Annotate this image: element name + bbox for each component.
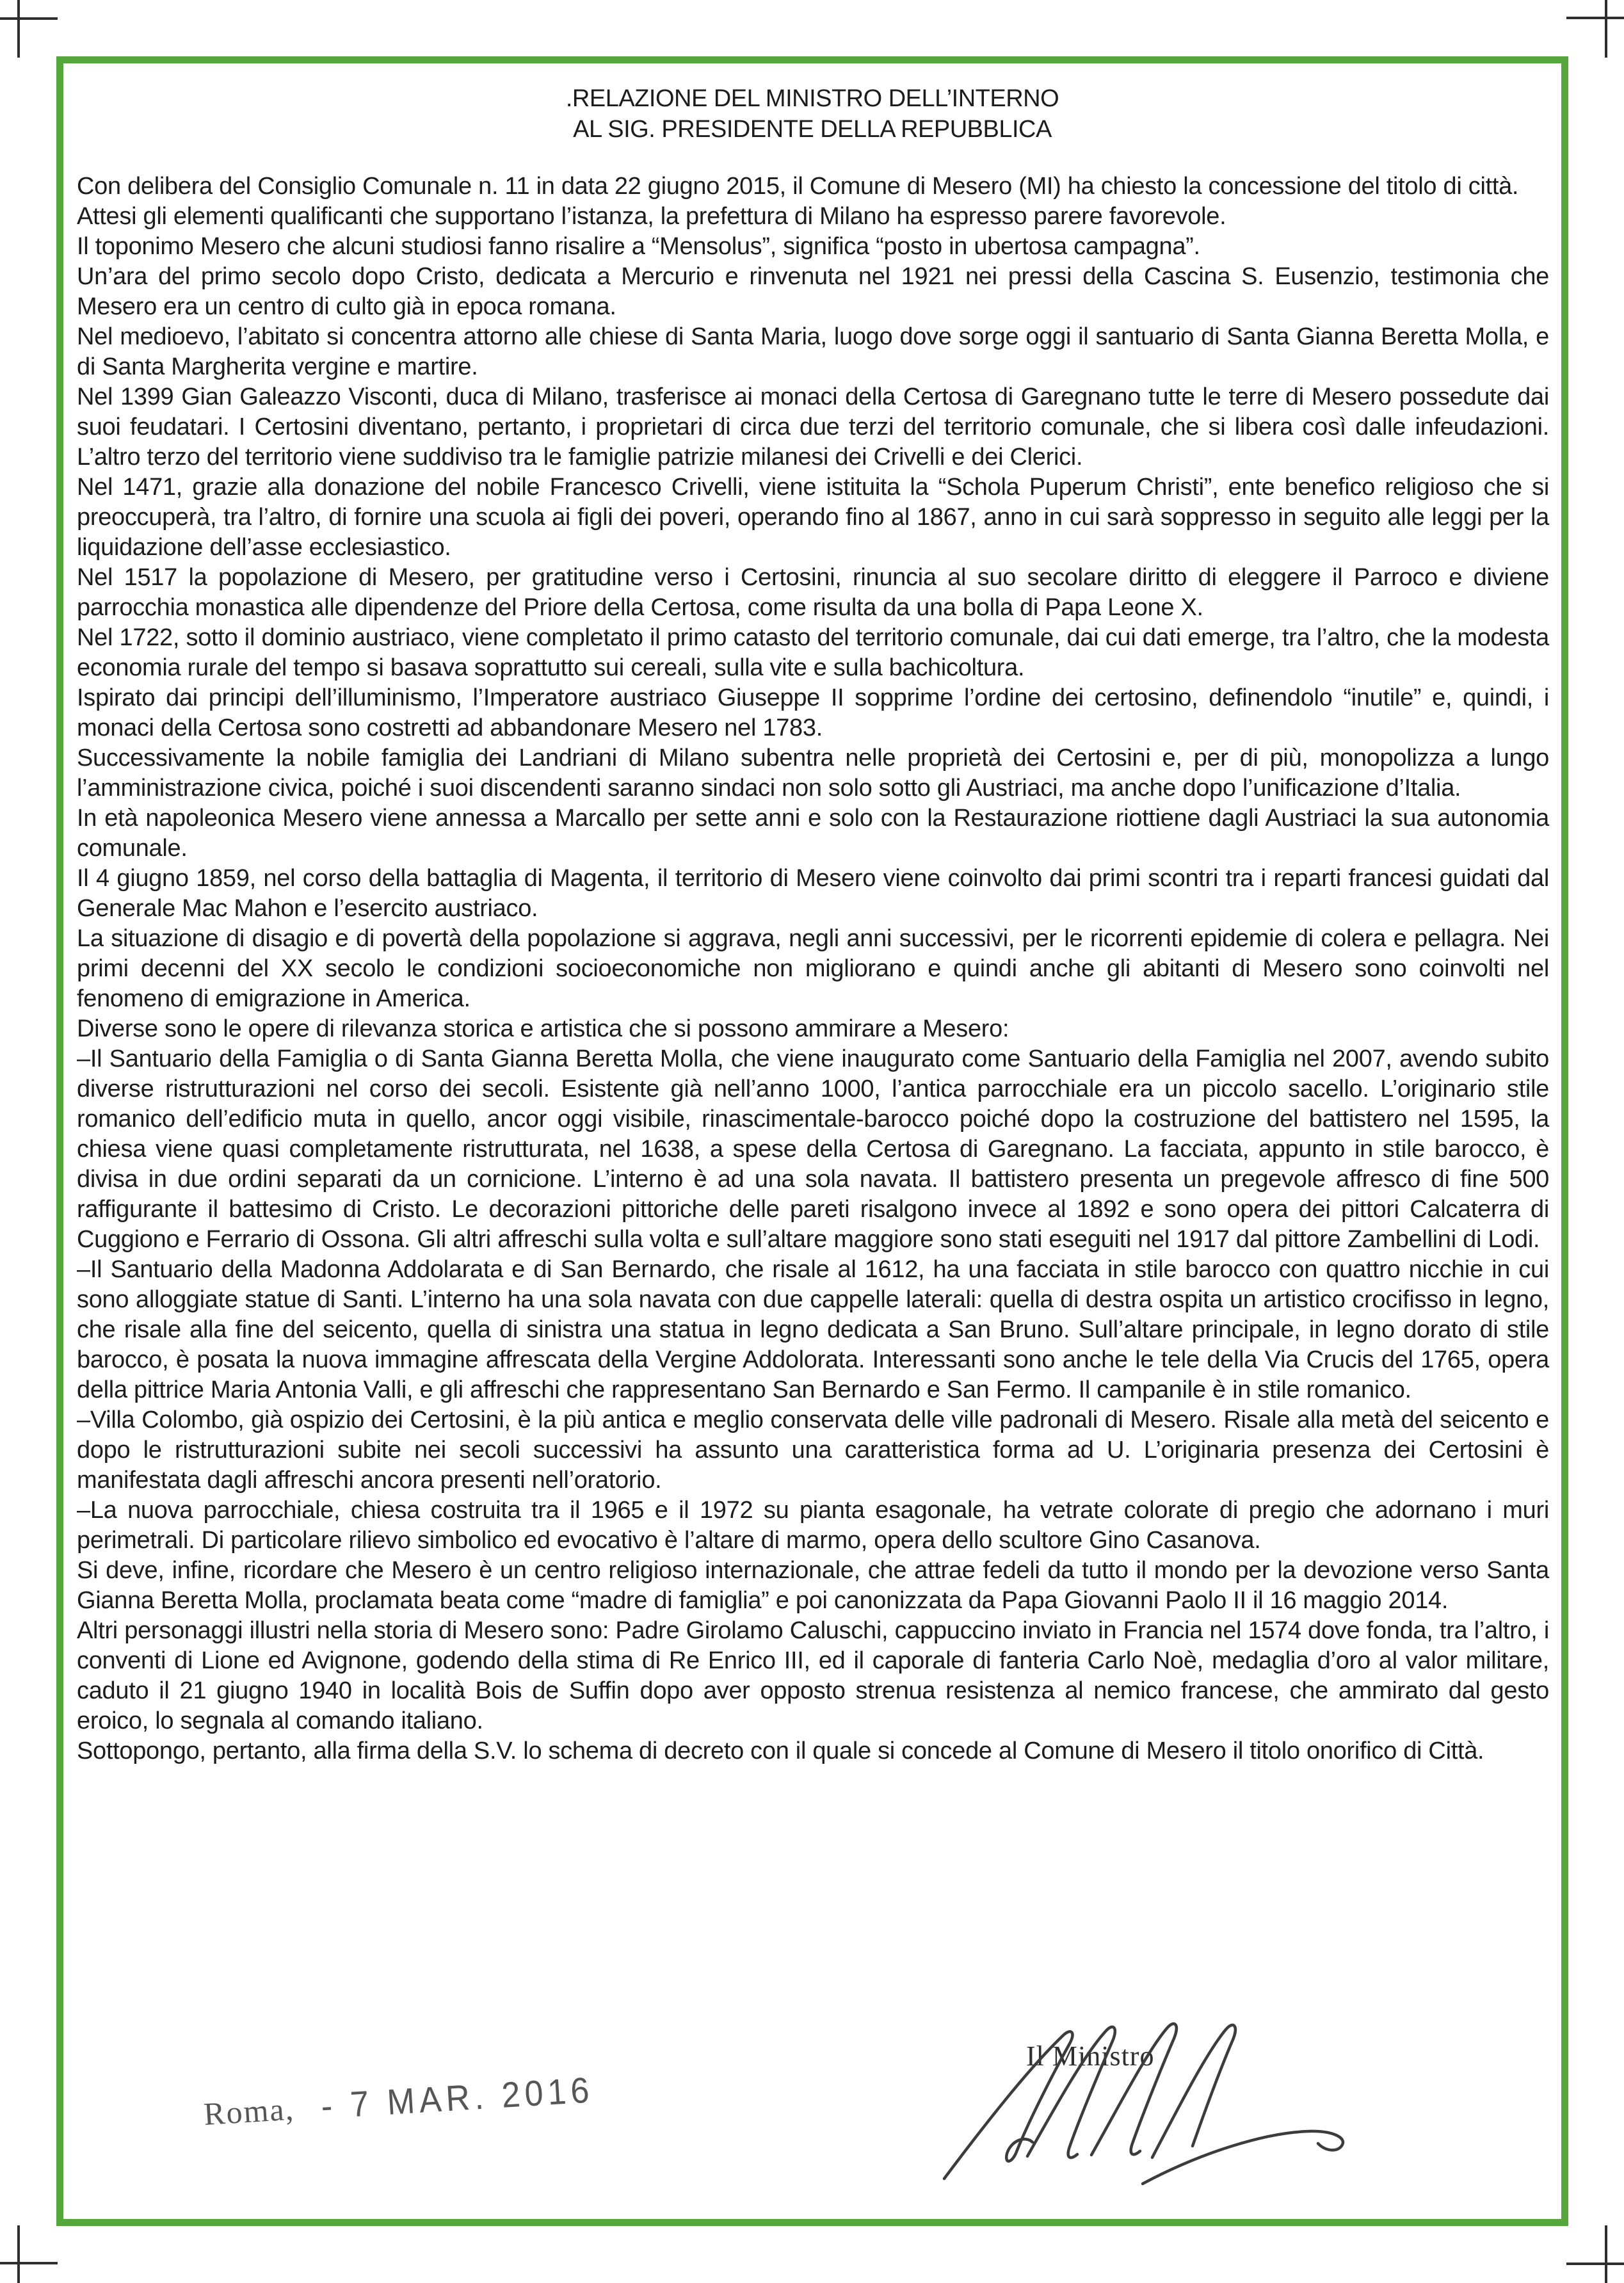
paragraph: Il 4 giugno 1859, nel corso della battaglia di Magenta, il territorio di Mesero viene coinvolto dai primi scontri tra i reparti francesi guidati dal Generale Mac Mahon e l’esercito austriaco. xyxy=(77,865,1549,922)
signature-stroke-4 xyxy=(1152,2025,1235,2158)
paragraph: Attesi gli elementi qualificanti che supportano l’istanza, la prefettura di Milano ha espresso parere favorevole. xyxy=(77,203,1226,230)
signature-stroke-5 xyxy=(1143,2131,1343,2184)
paragraph: Successivamente la nobile famiglia dei Landriani di Milano subentra nelle proprietà dei Certosini e, per di più, monopolizza a lungo l’amministrazione civica, poiché i suoi discendenti saranno sindaci non solo sotto gli Austriaci, ma anche dopo l’unificazione d’Italia. xyxy=(77,745,1549,802)
paragraph: Nel 1722, sotto il dominio austriaco, viene completato il primo catasto del territorio comunale, dai cui dati emerge, tra l’altro, che la modesta economia rurale del tempo si basava soprattutto sui cereali, sulla vite e sulla bachicoltura. xyxy=(77,624,1549,681)
paragraph: In età napoleonica Mesero viene annessa a Marcallo per sette anni e solo con la Restaurazione riottiene dagli Austriaci la sua autonomia comunale. xyxy=(77,805,1549,862)
crop-mark-bottom-left-h xyxy=(0,2262,58,2264)
paragraph: Sottopongo, pertanto, alla firma della S.V. lo schema di decreto con il quale si concede al Comune di Mesero il titolo onorifico di Città. xyxy=(77,1738,1484,1764)
paragraph: Altri personaggi illustri nella storia di Mesero sono: Padre Girolamo Caluschi, cappuccino inviato in Francia nel 1574 dove fonda, tra l’altro, i conventi di Lione ed Avignone, godendo della stima di Re Enrico III, ed il caporale di fanteria Carlo Noè, medaglia d’oro al valor militare, caduto il 21 giugno 1940 in località Bois de Suffin dopo aver opposto strenua resistenza al nemico francese, che ammirato dal gesto eroico, lo segnala al comando italiano. xyxy=(77,1617,1549,1734)
stamp-place: Roma, xyxy=(202,2090,296,2133)
title-line-2: AL SIG. PRESIDENTE DELLA REPUBBLICA xyxy=(573,116,1052,143)
paragraph: Nel medioevo, l’abitato si concentra attorno alle chiese di Santa Maria, luogo dove sorge oggi il santuario di Santa Gianna Beretta Molla, e di Santa Margherita vergine e martire. xyxy=(77,323,1549,380)
stamp-date: - 7 MAR. 2016 xyxy=(319,2070,595,2127)
minister-signature-ink xyxy=(931,1996,1367,2188)
crop-mark-top-right-v xyxy=(1605,0,1607,58)
title-line-1: .RELAZIONE DEL MINISTRO DELL’INTERNO xyxy=(565,85,1059,112)
crop-mark-top-left-h xyxy=(0,17,58,20)
signer-title: Il Ministro xyxy=(1026,2040,1155,2072)
crop-mark-bottom-right-h xyxy=(1566,2263,1624,2265)
paragraph: Nel 1471, grazie alla donazione del nobile Francesco Crivelli, viene istituita la “Schola Puperum Christi”, ente benefico religioso che si preoccuperà, tra l’altro, di fornire una scuola ai figli dei poveri, operando fino al 1867, anno in cui sarà soppresso in seguito alle leggi per la liquidazione dell’asse ecclesiastico. xyxy=(77,474,1549,561)
paragraph: Nel 1517 la popolazione di Mesero, per gratitudine verso i Certosini, rinuncia al suo secolare diritto di eleggere il Parroco e diviene parrocchia monastica alle dipendenze del Priore della Certosa, come risulta da una bolla di Papa Leone X. xyxy=(77,564,1549,621)
signature-stroke-1 xyxy=(944,2031,1072,2179)
paragraph: –Il Santuario della Famiglia o di Santa Gianna Beretta Molla, che viene inaugurato come Santuario della Famiglia nel 2007, avendo subito diverse ristrutturazioni nel corso dei secoli. Esistente già nell’anno 1000, l’antica parrocchiale era un piccolo sacello. L’originario stile romanico dell’edificio muta in quello, ancor oggi visibile, rinascimentale-barocco poiché dopo la costruzione del battistero nel 1595, la chiesa viene quasi completamente ristrutturata, nel 1638, a spese della Certosa di Garegnano. La facciata, appunto in stile barocco, è divisa in due ordini separati da un cornicione. L’interno è ad una sola navata. Il battistero presenta un pregevole affresco di fine 500 raffigurante il battesimo di Cristo. Le decorazioni pittoriche delle pareti risalgono invece al 1892 e sono opera dei pittori Calcaterra di Cuggiono e Ferrario di Ossona. Gli altri affreschi sulla volta e sull’altare maggiore sono stati eseguiti nel 1917 dal pittore Zambellini di Lodi. xyxy=(77,1045,1549,1253)
paragraph: Si deve, infine, ricordare che Mesero è un centro religioso internazionale, che attrae fedeli da tutto il mondo per la devozione verso Santa Gianna Beretta Molla, proclamata beata come “madre di famiglia” e poi canonizzata da Papa Giovanni Paolo II il 16 maggio 2014. xyxy=(77,1557,1549,1614)
document-title xyxy=(63,83,1561,145)
paragraph: Diverse sono le opere di rilevanza storica e artistica che si possono ammirare a Mesero: xyxy=(77,1015,1009,1042)
paragraph: Nel 1399 Gian Galeazzo Visconti, duca di Milano, trasferisce ai monaci della Certosa di Garegnano tutte le terre di Mesero possedute dai suoi feudatari. I Certosini diventano, pertanto, i proprietari di circa due terzi del territorio comunale, che si libera così dalle infeudazioni. L’altro terzo del territorio viene suddiviso tra le famiglie patrizie milanesi dei Crivelli e dei Clerici. xyxy=(77,383,1549,471)
paragraph: Un’ara del primo secolo dopo Cristo, dedicata a Mercurio e rinvenuta nel 1921 nei pressi della Cascina S. Eusenzio, testimonia che Mesero era un centro di culto già in epoca romana. xyxy=(77,263,1549,320)
paragraph: La situazione di disagio e di povertà della popolazione si aggrava, negli anni successivi, per le ricorrenti epidemie di colera e pellagra. Nei primi decenni del XX secolo le condizioni socioeconomiche non migliorano e quindi anche gli abitanti di Mesero sono coinvolti nel fenomeno di emigrazione in America. xyxy=(77,925,1549,1012)
paragraph: –La nuova parrocchiale, chiesa costruita tra il 1965 e il 1972 su pianta esagonale, ha vetrate colorate di pregio che adornano i muri perimetrali. Di particolare rilievo simbolico ed evocativo è l’altare di marmo, opera dello scultore Gino Casanova. xyxy=(77,1497,1549,1554)
crop-mark-top-right-h xyxy=(1566,17,1624,19)
paragraph: Ispirato dai principi dell’illuminismo, l’Imperatore austriaco Giuseppe II sopprime l’ordine dei certosino, definendolo “inutile” e, quindi, i monaci della Certosa sono costretti ad abbandonare Mesero nel 1783. xyxy=(77,684,1549,741)
document-body xyxy=(77,172,1549,1766)
crop-mark-top-left-v xyxy=(17,0,20,58)
crop-mark-bottom-right-v xyxy=(1605,2225,1607,2283)
crop-mark-bottom-left-v xyxy=(17,2225,20,2283)
paragraph: –Villa Colombo, già ospizio dei Certosini, è la più antica e meglio conservata delle ville padronali di Mesero. Risale alla metà del seicento e dopo le ristrutturazioni subite nei secoli successivi ha assunto una caratteristica forma ad U. L’originaria presenza dei Certosini è manifestata dagli affreschi ancora presenti nell’oratorio. xyxy=(77,1407,1549,1494)
paragraph: –Il Santuario della Madonna Addolarata e di San Bernardo, che risale al 1612, ha una facciata in stile barocco con quattro nicchie in cui sono alloggiate statue di Santi. L’interno ha una sola navata con due cappelle laterali: quella di destra ospita un artistico crocifisso in legno, che risale alla fine del seicento, quella di sinistra una statua in legno dedicata a San Bruno. Sull’altare principale, in legno dorato di stile barocco, è posata la nuova immagine affrescata della Vergine Addolorata. Interessanti sono anche le tele della Via Crucis del 1765, opera della pittrice Maria Antonia Valli, e gli affreschi che rappresentano San Bernardo e San Fermo. Il campanile è in stile romanico. xyxy=(77,1256,1549,1403)
paragraph: Con delibera del Consiglio Comunale n. 11 in data 22 giugno 2015, il Comune di Mesero (MI) ha chiesto la concessione del titolo di città. xyxy=(77,173,1519,200)
paragraph: Il toponimo Mesero che alcuni studiosi fanno risalire a “Mensolus”, significa “posto in ubertosa campagna”. xyxy=(77,233,1200,260)
